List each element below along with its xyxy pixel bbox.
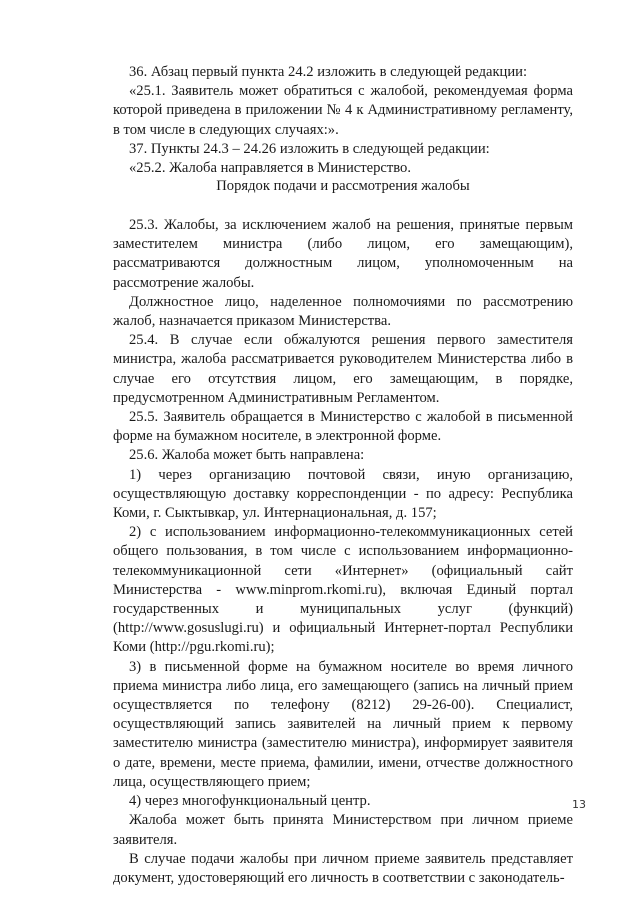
page-number: 13 bbox=[572, 798, 586, 811]
paragraph-25-6: 25.6. Жалоба может быть направлена: bbox=[129, 447, 365, 464]
paragraph-official-appointment: Должностное лицо, наделенное полномочиями по рассмотрению жалоб, назначается приказом Министерства. bbox=[113, 293, 573, 330]
paragraph-25-3: 25.3. Жалобы, за исключением жалоб на решения, принятые первым заместителем министра (либо лицом, его замещающим), рассматриваются должностным лицом, уполномоченным на рассмотрение жалобы. bbox=[113, 217, 573, 291]
paragraph-25-4: 25.4. В случае если обжалуются решения первого заместителя министра, жалоба рассматривается руководителем Министерства либо в случае его отсутствия лицом, его замещающим, в порядке, предусмотренном Административным Регламентом. bbox=[113, 332, 573, 406]
paragraph-25-1-quote: «25.1. Заявитель может обратиться с жалобой, рекомендуемая форма которой приведена в приложении № 4 к Административному регламенту, в том числе в следующих случаях:». bbox=[113, 83, 573, 138]
amendment-section bbox=[113, 63, 573, 178]
list-item-3-personal-reception: 3) в письменной форме на бумажном носителе во время личного приема министра либо лица, его замещающего (запись на личный прием осуществляется по телефону (8212) 29-26-00). Специалист, осуществляющий запись заявителей на личный прием к первому заместителю министра (заместителю министра), информирует заявителя о дате, времени, месте приема, фамилии, имени, отчестве должностного лица, осуществляющего прием; bbox=[113, 658, 573, 790]
paragraph-37: 37. Пункты 24.3 – 24.26 изложить в следующей редакции: bbox=[129, 140, 490, 157]
list-item-2-internet: 2) с использованием информационно-телекоммуникационных сетей общего пользования, в том числе с использованием информационно-телекоммуникационной сети «Интернет» (официальный сайт Министерства - www.minprom.rkomi.ru), включая Единый портал государственных и муниципальных услуг (функций) (http://www.gosuslugi.ru) и официальный Интернет-портал Республики Коми (http://pgu.rkomi.ru); bbox=[113, 524, 573, 656]
paragraph-25-2-quote: «25.2. Жалоба направляется в Министерство. bbox=[129, 160, 411, 177]
list-item-4-mfc: 4) через многофункциональный центр. bbox=[129, 793, 371, 810]
paragraph-36: 36. Абзац первый пункта 24.2 изложить в следующей редакции: bbox=[129, 64, 528, 80]
paragraph-25-5: 25.5. Заявитель обращается в Министерство с жалобой в письменной форме на бумажном носителе, в электронной форме. bbox=[113, 409, 573, 445]
list-item-1-postal: 1) через организацию почтовой связи, иную организацию, осуществляющую доставку корреспонденции - по адресу: Республика Коми, г. Сыктывкар, ул. Интернациональная, д. 157; bbox=[113, 466, 573, 522]
paragraph-identity-document: В случае подачи жалобы при личном приеме заявитель представляет документ, удостоверяющий его личность в соответствии с законодатель- bbox=[113, 850, 573, 886]
section-heading: Порядок подачи и рассмотрения жалобы bbox=[216, 178, 470, 194]
complaint-procedure-section bbox=[113, 216, 573, 888]
paragraph-personal-reception: Жалоба может быть принята Министерством при личном приеме заявителя. bbox=[113, 812, 573, 848]
